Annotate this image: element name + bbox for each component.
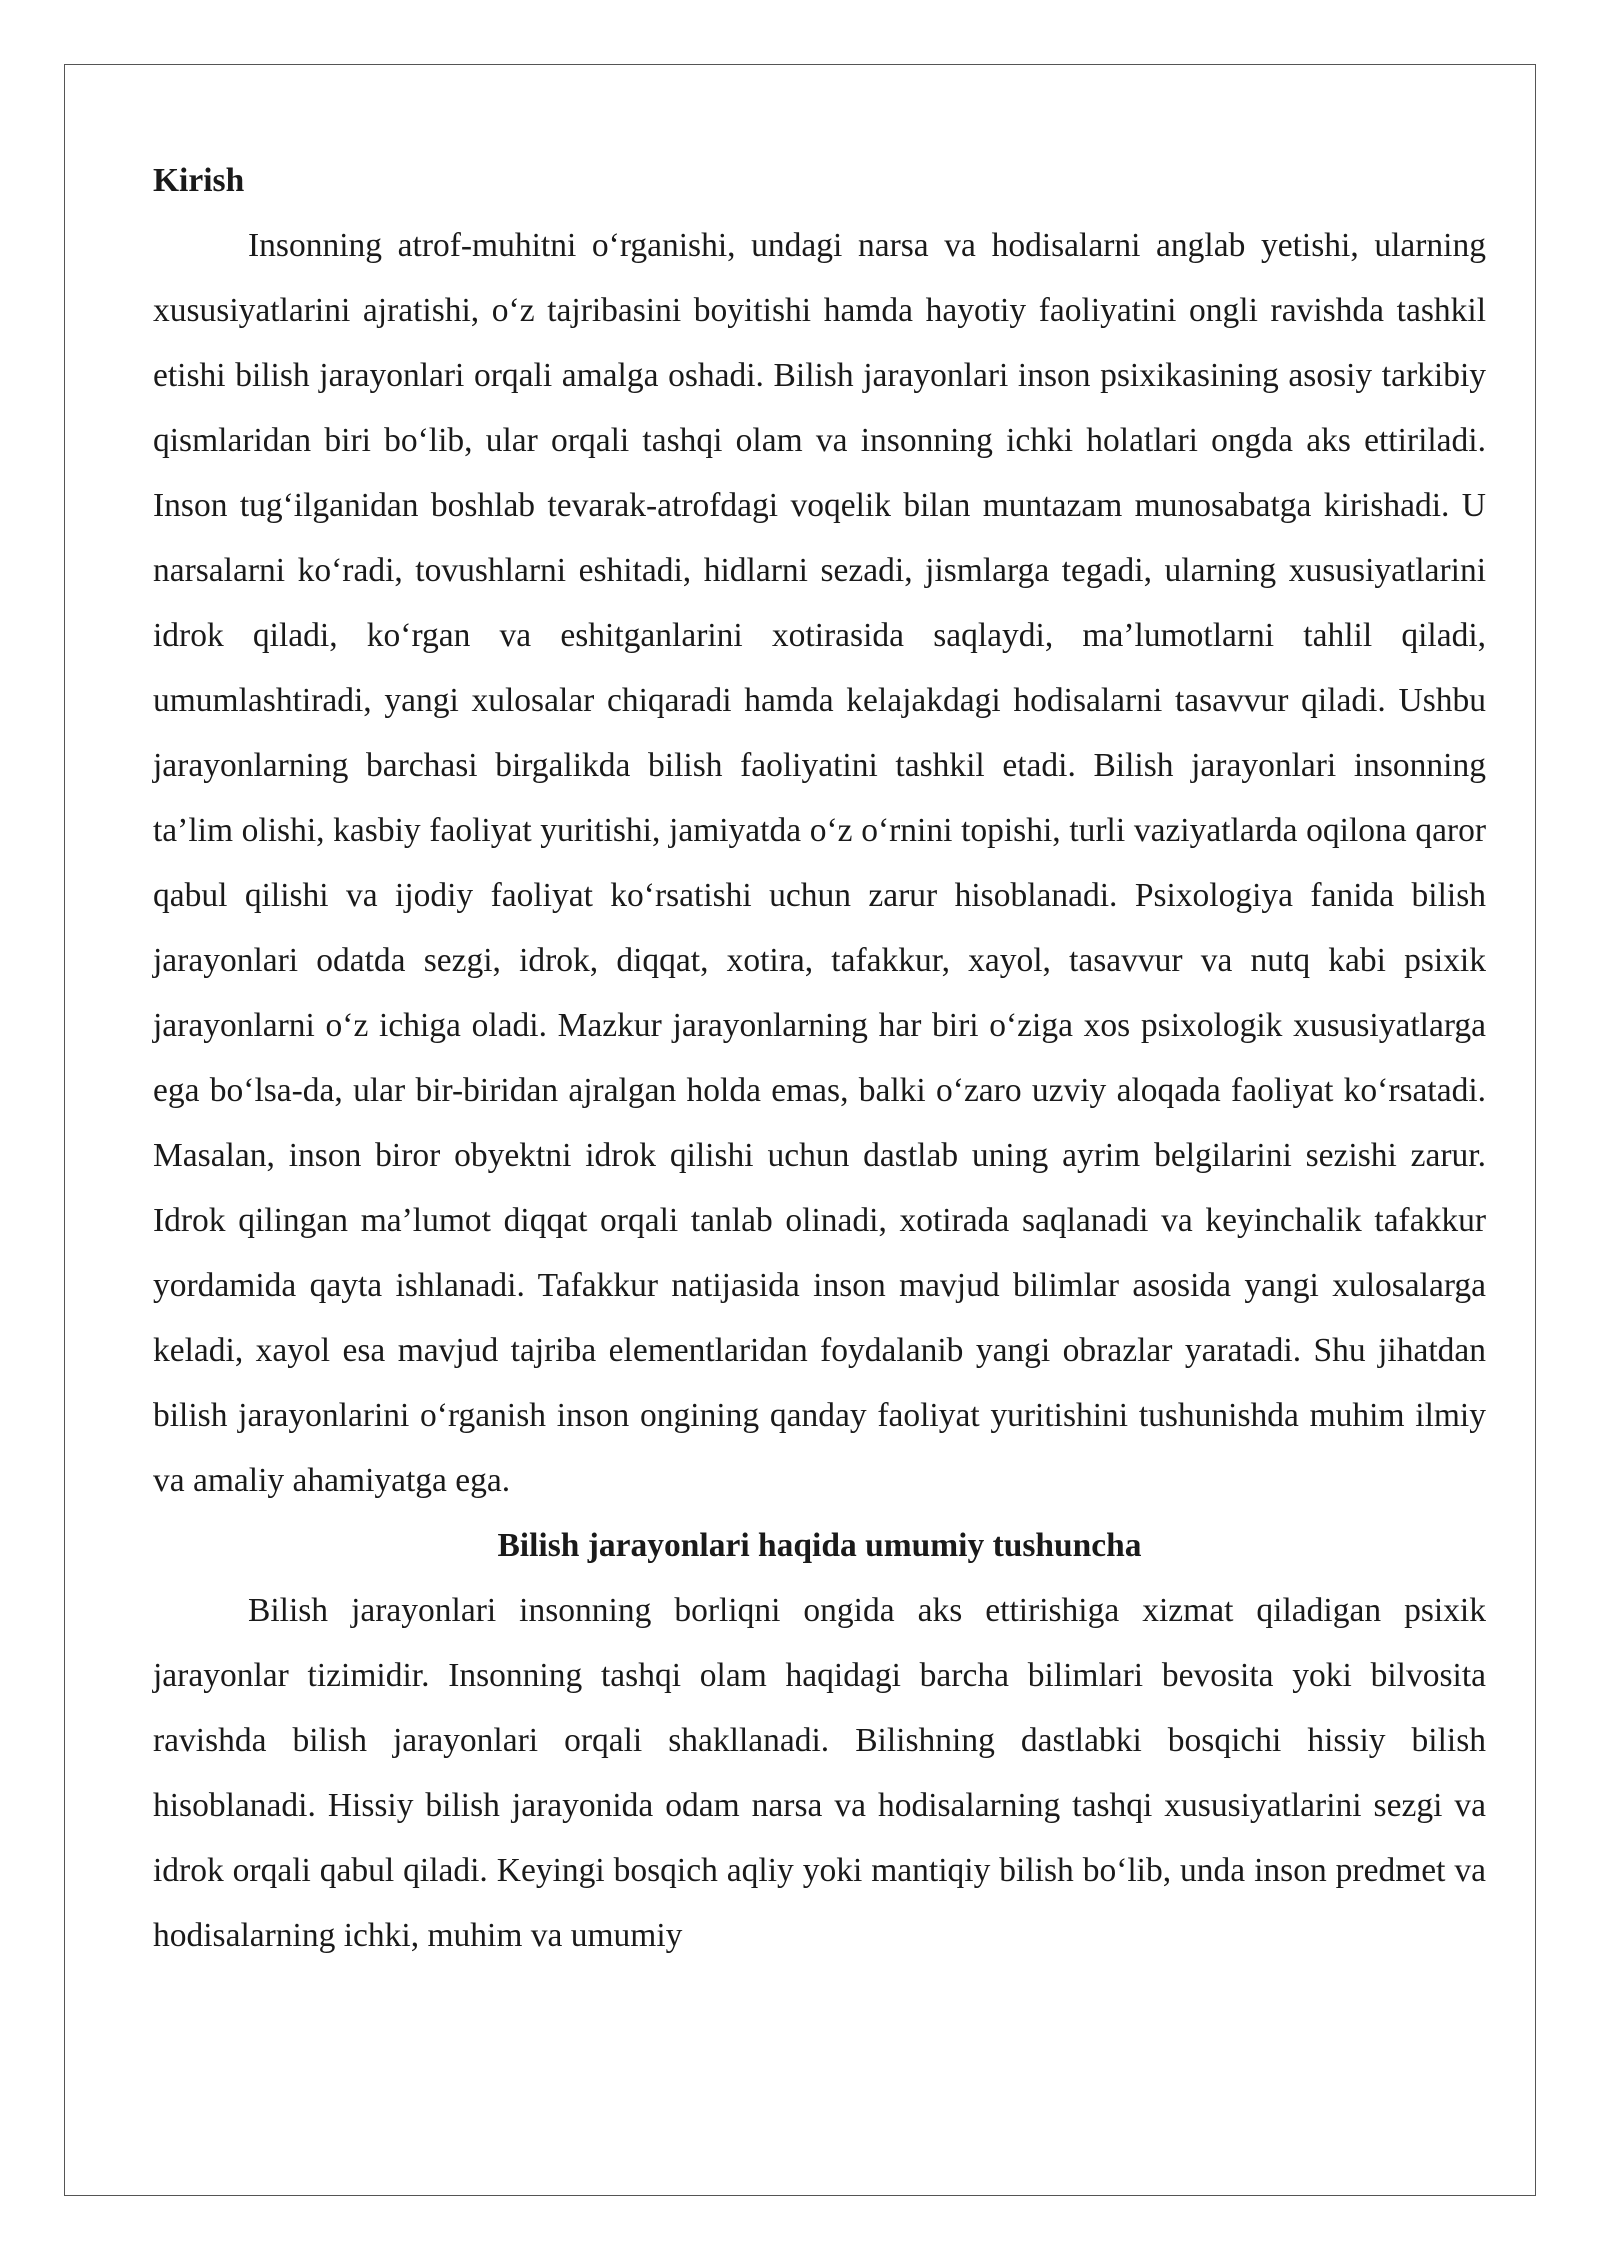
paragraph-general-concept: Bilish jarayonlari insonning borliqni ongida aks ettirishiga xizmat qiladigan psixik jarayonlar tizimidir. Insonning tashqi olam haqidagi barcha bilimlari bevosita yoki bilvosita ravishda bilish jarayonlari orqali shakllanadi. Bilishning dastlabki bosqichi hissiy bilish hisoblanadi. Hissiy bilish jarayonida odam narsa va hodisalarning tashqi xususiyatlarini sezgi va idrok orqali qabul qiladi. Keyingi bosqich aqliy yoki mantiqiy bilish bo‘lib, unda inson predmet va hodisalarning ichki, muhim va umumiy	[153, 1592, 1486, 1954]
heading-introduction: Kirish	[153, 162, 245, 199]
heading-section-general-concept: Bilish jarayonlari haqida umumiy tushuncha	[497, 1527, 1142, 1564]
paragraph-introduction: Insonning atrof-muhitni o‘rganishi, undagi narsa va hodisalarni anglab yetishi, ularning xususiyatlarini ajratishi, o‘z tajribasini boyitishi hamda hayotiy faoliyatini ongli ravishda tashkil etishi bilish jarayonlari orqali amalga oshadi. Bilish jarayonlari inson psixikasining asosiy tarkibiy qismlaridan biri bo‘lib, ular orqali tashqi olam va insonning ichki holatlari ongda aks ettiriladi. Inson tug‘ilganidan boshlab tevarak-atrofdagi voqelik bilan muntazam munosabatga kirishadi. U narsalarni ko‘radi, tovushlarni eshitadi, hidlarni sezadi, jismlarga tegadi, ularning xususiyatlarini idrok qiladi, ko‘rgan va eshitganlarini xotirasida saqlaydi, ma’lumotlarni tahlil qiladi, umumlashtiradi, yangi xulosalar chiqaradi hamda kelajakdagi hodisalarni tasavvur qiladi. Ushbu jarayonlarning barchasi birgalikda bilish faoliyatini tashkil etadi. Bilish jarayonlari insonning ta’lim olishi, kasbiy faoliyat yuritishi, jamiyatda o‘z o‘rnini topishi, turli vaziyatlarda oqilona qaror qabul qilishi va ijodiy faoliyat ko‘rsatishi uchun zarur hisoblanadi. Psixologiya fanida bilish jarayonlari odatda sezgi, idrok, diqqat, xotira, tafakkur, xayol, tasavvur va nutq kabi psixik jarayonlarni o‘z ichiga oladi. Mazkur jarayonlarning har biri o‘ziga xos psixologik xususiyatlarga ega bo‘lsa-da, ular bir-biridan ajralgan holda emas, balki o‘zaro uzviy aloqada faoliyat ko‘rsatadi. Masalan, inson biror obyektni idrok qilishi uchun dastlab uning ayrim belgilarini sezishi zarur. Idrok qilingan ma’lumot diqqat orqali tanlab olinadi, xotirada saqlanadi va keyinchalik tafakkur yordamida qayta ishlanadi. Tafakkur natijasida inson mavjud bilimlar asosida yangi xulosalarga keladi, xayol esa mavjud tajriba elementlaridan foydalanib yangi obrazlar yaratadi. Shu jihatdan bilish jarayonlarini o‘rganish inson ongining qanday faoliyat yuritishini tushunishda muhim ilmiy va amaliy ahamiyatga ega.	[153, 227, 1486, 1499]
document-body	[153, 148, 1486, 1968]
